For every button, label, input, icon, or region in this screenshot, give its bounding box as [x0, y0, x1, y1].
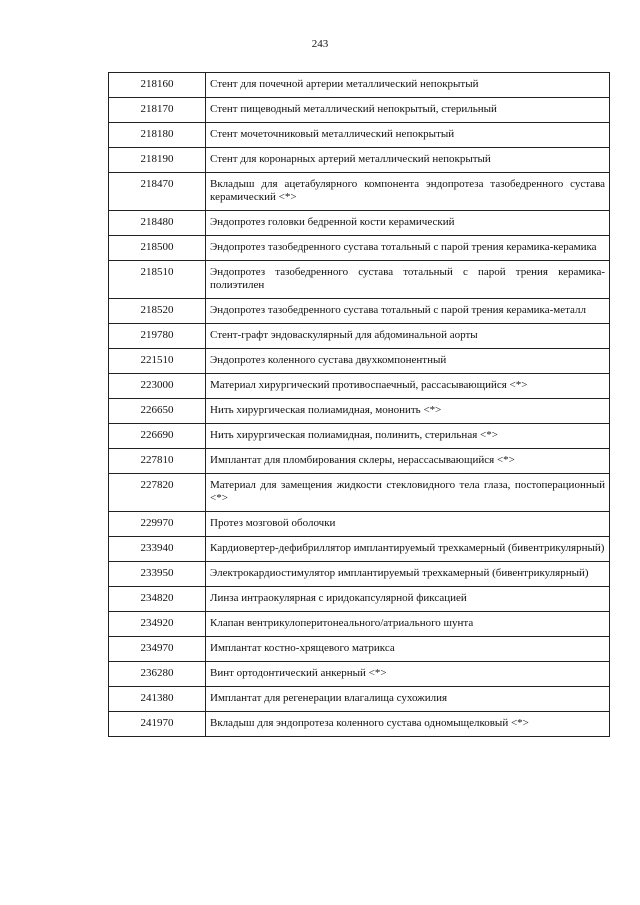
table-row — [109, 73, 610, 98]
item-code: 229970 — [109, 512, 206, 537]
table-row — [109, 712, 610, 737]
item-code: 219780 — [109, 324, 206, 349]
table-row — [109, 98, 610, 123]
item-code: 226650 — [109, 399, 206, 424]
table-row — [109, 324, 610, 349]
item-name: Клапан вентрикулоперитонеального/атриального шунта — [206, 612, 610, 637]
item-code: 218510 — [109, 261, 206, 299]
table-row — [109, 399, 610, 424]
table-row — [109, 424, 610, 449]
item-name: Нить хирургическая полиамидная, полинить, стерильная <*> — [206, 424, 610, 449]
item-name: Имплантат костно-хрящевого матрикса — [206, 637, 610, 662]
table-row — [109, 349, 610, 374]
table-row — [109, 662, 610, 687]
item-code: 234920 — [109, 612, 206, 637]
item-code: 241970 — [109, 712, 206, 737]
medical-devices-table — [108, 72, 610, 737]
table-row — [109, 236, 610, 261]
item-code: 218170 — [109, 98, 206, 123]
item-code: 226690 — [109, 424, 206, 449]
item-name: Материал хирургический противоспаечный, рассасывающийся <*> — [206, 374, 610, 399]
item-name: Эндопротез тазобедренного сустава тотальный с парой трения керамика-полиэтилен — [206, 261, 610, 299]
table-row — [109, 123, 610, 148]
item-code: 221510 — [109, 349, 206, 374]
item-code: 234820 — [109, 587, 206, 612]
item-code: 233940 — [109, 537, 206, 562]
item-name: Нить хирургическая полиамидная, мононить <*> — [206, 399, 610, 424]
table-row — [109, 211, 610, 236]
item-name: Вкладыш для эндопротеза коленного сустава одномыщелковый <*> — [206, 712, 610, 737]
item-name: Эндопротез головки бедренной кости керамический — [206, 211, 610, 236]
item-name: Линза интраокулярная с иридокапсулярной фиксацией — [206, 587, 610, 612]
item-code: 218180 — [109, 123, 206, 148]
table-row — [109, 299, 610, 324]
page-number: 243 — [311, 38, 329, 50]
table-row — [109, 173, 610, 211]
item-code: 223000 — [109, 374, 206, 399]
table-row — [109, 512, 610, 537]
item-name: Винт ортодонтический анкерный <*> — [206, 662, 610, 687]
item-name: Стент для почечной артерии металлический непокрытый — [206, 73, 610, 98]
table-row — [109, 148, 610, 173]
item-code: 218190 — [109, 148, 206, 173]
table-row — [109, 261, 610, 299]
table-row — [109, 637, 610, 662]
item-name: Стент мочеточниковый металлический непокрытый — [206, 123, 610, 148]
item-code: 218470 — [109, 173, 206, 211]
table-row — [109, 612, 610, 637]
table-row — [109, 687, 610, 712]
item-code: 218520 — [109, 299, 206, 324]
item-name: Эндопротез тазобедренного сустава тотальный с парой трения керамика-керамика — [206, 236, 610, 261]
table-row — [109, 449, 610, 474]
item-name: Протез мозговой оболочки — [206, 512, 610, 537]
item-name: Стент-графт эндоваскулярный для абдоминальной аорты — [206, 324, 610, 349]
item-code: 218480 — [109, 211, 206, 236]
table-row — [109, 537, 610, 562]
table-row — [109, 562, 610, 587]
table-body — [109, 73, 610, 737]
item-name: Эндопротез коленного сустава двухкомпонентный — [206, 349, 610, 374]
item-name: Стент для коронарных артерий металлический непокрытый — [206, 148, 610, 173]
item-name: Материал для замещения жидкости стекловидного тела глаза, постоперационный <*> — [206, 474, 610, 512]
table-row — [109, 587, 610, 612]
item-name: Имплантат для пломбирования склеры, нерассасывающийся <*> — [206, 449, 610, 474]
item-code: 218500 — [109, 236, 206, 261]
item-name: Электрокардиостимулятор имплантируемый трехкамерный (бивентрикулярный) — [206, 562, 610, 587]
item-name: Кардиовертер-дефибриллятор имплантируемый трехкамерный (бивентрикулярный) — [206, 537, 610, 562]
table-row — [109, 374, 610, 399]
item-code: 227810 — [109, 449, 206, 474]
item-code: 218160 — [109, 73, 206, 98]
item-name: Эндопротез тазобедренного сустава тотальный с парой трения керамика-металл — [206, 299, 610, 324]
item-code: 227820 — [109, 474, 206, 512]
item-code: 241380 — [109, 687, 206, 712]
item-code: 234970 — [109, 637, 206, 662]
item-name: Стент пищеводный металлический непокрытый, стерильный — [206, 98, 610, 123]
item-name: Имплантат для регенерации влагалища сухожилия — [206, 687, 610, 712]
table-row — [109, 474, 610, 512]
item-code: 233950 — [109, 562, 206, 587]
item-name: Вкладыш для ацетабулярного компонента эндопротеза тазобедренного сустава керамический <*> — [206, 173, 610, 211]
item-code: 236280 — [109, 662, 206, 687]
